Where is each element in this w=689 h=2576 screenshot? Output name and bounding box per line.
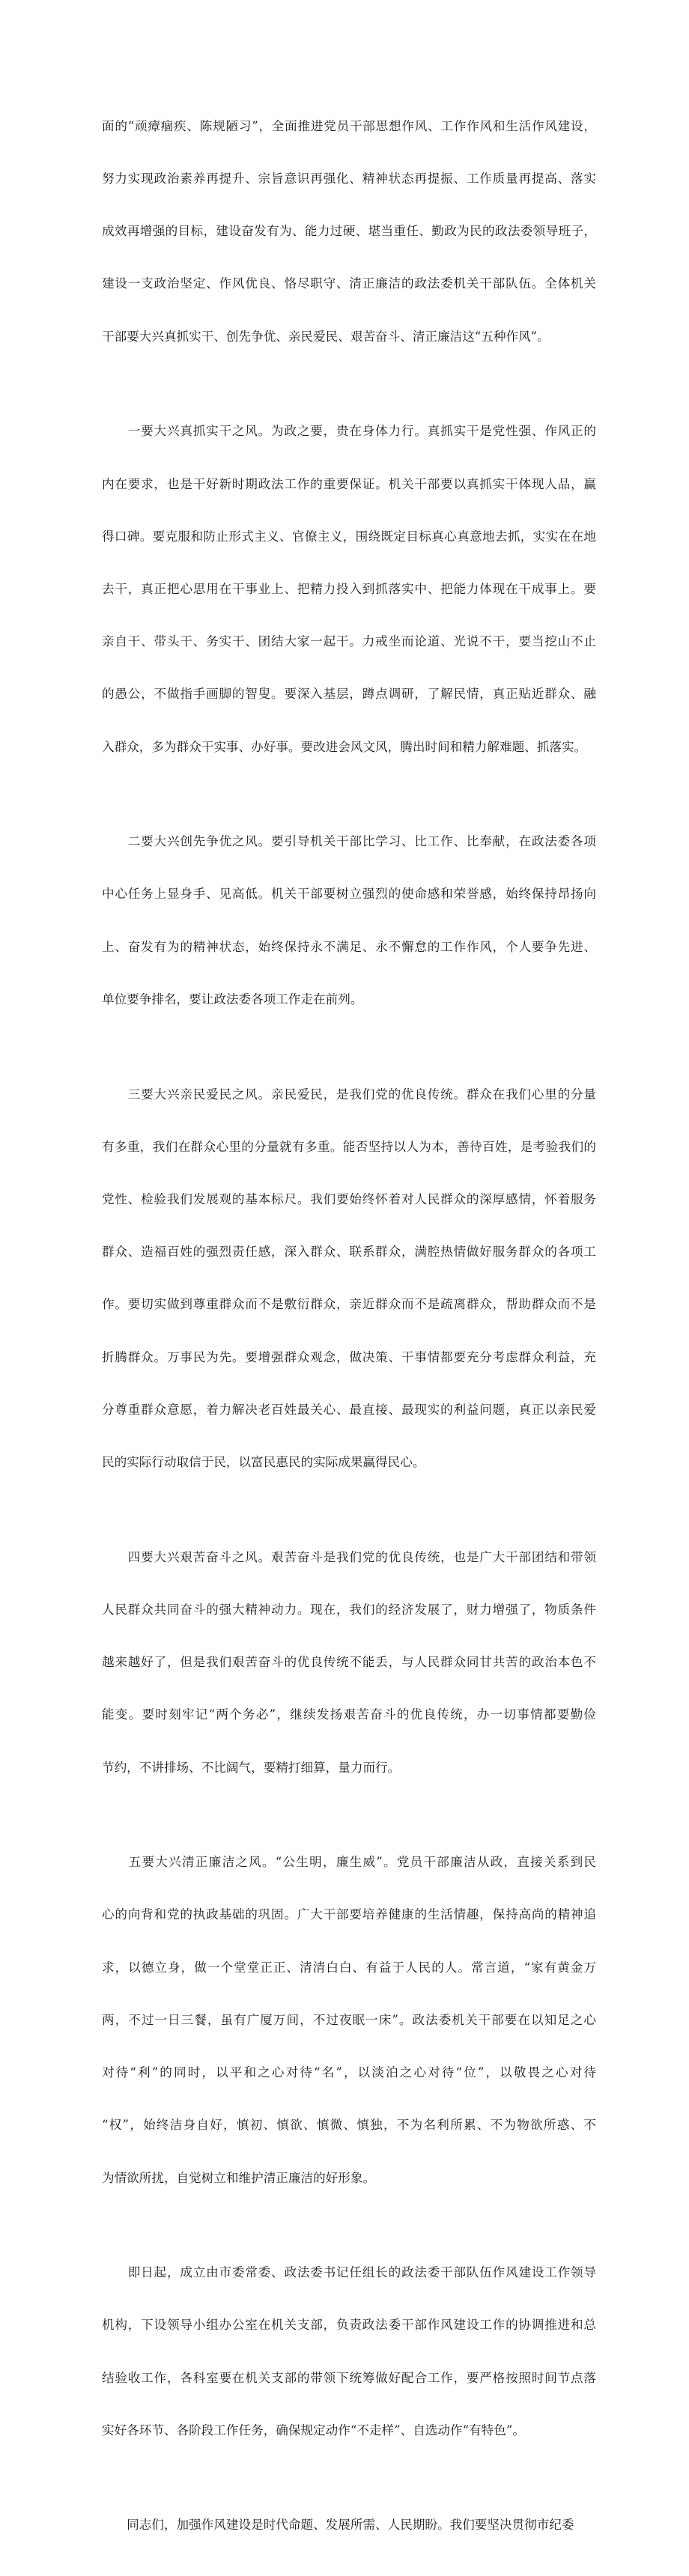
text-line: 的愚公，不做指手画脚的智叟。要深入基层，蹲点调研，了解民情，真正贴近群众、融 — [102, 687, 596, 702]
text-line: 两，不过一日三餐，虽有广厦万间，不过夜眠一床”。政法委机关干部要在以知足之心 — [102, 2012, 596, 2027]
paragraph-point-one — [102, 388, 596, 791]
text-line: 努力实现政治素养再提升、宗旨意识再强化、精神状态再提振、工作质量再提高、落实 — [102, 171, 596, 186]
text-line: 对待“利”的同时，以平和之心对待“名”，以淡泊之心对待“位”，以敬畏之心对待 — [102, 2065, 596, 2080]
text-line: 人民群众共同奋斗的强大精神动力。现在，我们的经济发展了，财力增强了，物质条件 — [102, 1602, 596, 1617]
text-line: 三要大兴亲民爱民之风。亲民爱民，是我们党的优良传统。群众在我们心里的分量 — [102, 1087, 596, 1102]
text-line: 群众、造福百姓的强烈责任感，深入群众、联系群众，满腔热情做好服务群众的各项工 — [102, 1245, 596, 1260]
text-line: 得口碑。要克服和防止形式主义、官僚主义，围绕既定目标真心真意地去抓，实实在在地 — [102, 529, 596, 544]
paragraph-point-two — [102, 798, 596, 1043]
text-line: 五要大兴清正廉洁之风。“公生明，廉生威”。党员干部廉洁从政，直接关系到民 — [102, 1855, 596, 1870]
text-line: 四要大兴艰苦奋斗之风。艰苦奋斗是我们党的优良传统，也是广大干部团结和带领 — [102, 1549, 596, 1564]
text-line: 折腾群众。万事民为先。要增强群众观念，做决策、干事情都要充分考虑群众利益，充 — [102, 1349, 596, 1364]
text-line: 求，以德立身，做一个堂堂正正、清清白白、有益于人民的人。常言道，“家有黄金万 — [102, 1960, 596, 1975]
text-line: 越来越好了，但是我们艰苦奋斗的优良传统不能丢，与人民群众同甘共苦的政治本色不 — [102, 1655, 596, 1670]
paragraph-point-four — [102, 1513, 596, 1811]
text-line: 心的向背和党的执政基础的巩固。广大干部要培养健康的生活情趣，保持高尚的精神追 — [102, 1907, 596, 1922]
paragraph-point-five — [102, 1818, 596, 2221]
text-line: 作。要切实做到尊重群众而不是敷衍群众，亲近群众而不是疏离群众，帮助群众而不是 — [102, 1297, 596, 1312]
text-line: 即日起，成立由市委常委、政法委书记任组长的政法委干部队伍作风建设工作领导 — [102, 2265, 596, 2280]
text-line: 节约，不讲排场、不比阔气，要精打细算，量力而行。 — [102, 1760, 401, 1775]
text-line: 有多重，我们在群众心里的分量就有多重。能否坚持以人为本，善待百姓，是考验我们的 — [102, 1139, 596, 1154]
text-line: 入群众，多为群众干实事、办好事。要改进会风文风，腾出时间和精力解难题、抓落实。 — [102, 739, 587, 754]
text-line: 亲自干、带头干、务实干、团结大家一起干。力戒坐而论道、光说不干，要当挖山不止 — [102, 634, 596, 649]
text-line: 一要大兴真抓实干之风。为政之要，贵在身体力行。真抓实干是党性强、作风正的 — [102, 424, 596, 439]
text-line: 能变。要时刻牢记“两个务必”，继续发扬艰苦奋斗的优良传统，办一切事情都要勤俭 — [102, 1707, 596, 1722]
text-line: 单位要争排名，要让政法委各项工作走在前列。 — [102, 991, 363, 1006]
text-line: 中心任务上显身手、见高低。机关干部要树立强烈的使命感和荣誉感，始终保持昂扬向 — [102, 887, 596, 902]
text-line: 民的实际行动取信于民，以富民惠民的实际成果赢得民心。 — [102, 1455, 425, 1470]
text-line: 机构，下设领导小组办公室在机关支部，负责政法委干部作风建设工作的协调推进和总 — [102, 2318, 596, 2333]
text-line: 建设一支政治坚定、作风优良、恪尽职守、清正廉洁的政法委机关干部队伍。全体机关 — [102, 276, 596, 291]
text-line: 实好各环节、各阶段工作任务，确保规定动作“不走样”、自选动作“有特色”。 — [102, 2422, 525, 2437]
text-line: 二要大兴创先争优之风。要引导机关干部比学习、比工作、比奉献，在政法委各项 — [102, 834, 596, 849]
text-line: 去干，真正把心思用在干事业上、把精力投入到抓落实中、把能力体现在干成事上。要 — [102, 581, 596, 596]
text-line: 结验收工作，各科室要在机关支部的带领下统筹做好配合工作，要严格按照时间节点落 — [102, 2370, 596, 2385]
document-body — [102, 82, 596, 2576]
text-line: 上、奋发有为的精神状态，始终保持永不满足、永不懈怠的工作作风，个人要争先进、 — [102, 939, 596, 954]
text-line: “权”，始终洁身自好，慎初、慎欲、慎微、慎独，不为名利所累、不为物欲所惑、不 — [102, 2118, 596, 2133]
text-line: 为情欲所扰，自觉树立和维护清正廉洁的好形象。 — [102, 2170, 376, 2185]
paragraph-closing — [102, 2482, 596, 2569]
text-line: 分尊重群众意愿，着力解决老百姓最关心、最直接、最现实的利益问题，真正以亲民爱 — [102, 1402, 596, 1417]
text-line: 干部要大兴真抓实干、创先争优、亲民爱民、艰苦奋斗、清正廉洁这“五种作风”。 — [102, 329, 550, 344]
text-line: 党性、检验我们发展观的基本标尺。我们要始终怀着对人民群众的深厚感情，怀着服务 — [102, 1191, 596, 1206]
paragraph-intro — [102, 82, 596, 380]
paragraph-organization — [102, 2229, 596, 2474]
text-line: 同志们，加强作风建设是时代命题、发展所需、人民期盼。我们要坚决贯彻市纪委 — [102, 2518, 574, 2533]
text-line: 成效再增强的目标，建设奋发有为、能力过硬、堪当重任、勤政为民的政法委领导班子， — [102, 224, 596, 239]
text-line: 面的“顽瘴痼疾、陈规陋习”，全面推进党员干部思想作风、工作作风和生活作风建设， — [102, 118, 596, 133]
text-line: 内在要求，也是干好新时期政法工作的重要保证。机关干部要以真抓实干体现人品，赢 — [102, 476, 596, 491]
paragraph-point-three — [102, 1051, 596, 1507]
